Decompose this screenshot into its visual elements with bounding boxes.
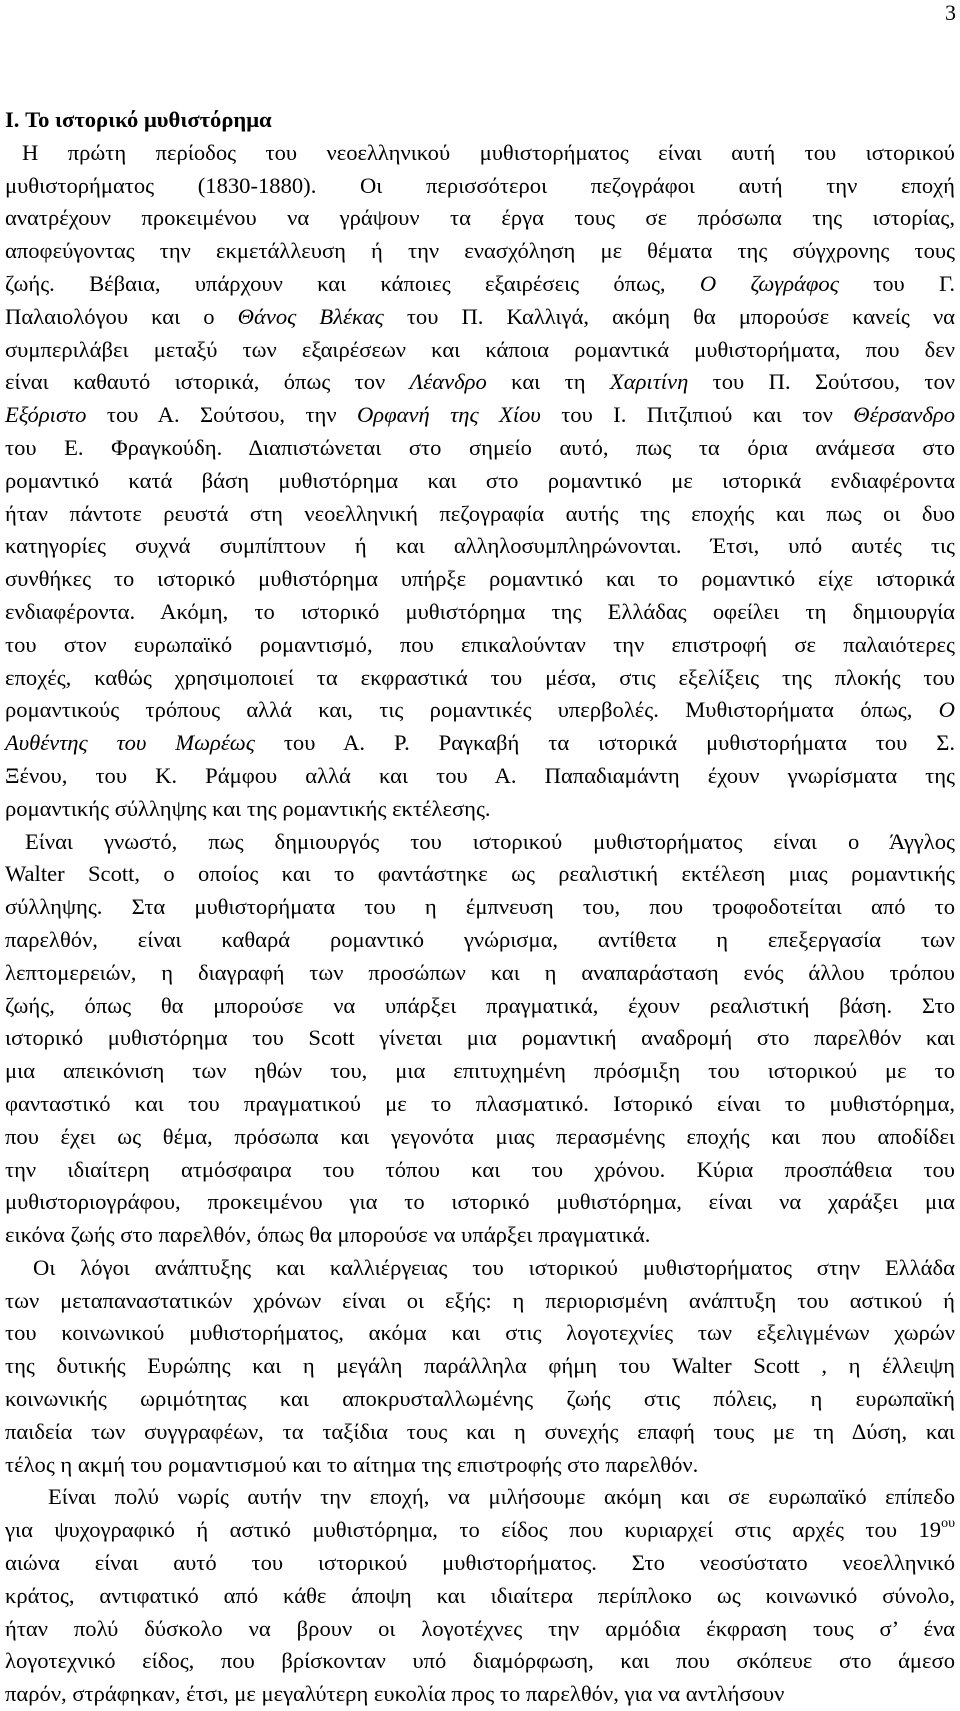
text-line — [5, 1154, 955, 1187]
text-run: ρομαντικό κατά βάση μυθιστόρημα και στο ρομαντικό με ιστορικά ενδιαφέροντα — [5, 467, 955, 493]
text-run: παρόν, στράφηκαν, έτσι, με μεγαλύτερη ευκολία προς το παρελθόν, για να αντλήσουν — [5, 1681, 785, 1707]
text-line — [5, 891, 955, 924]
text-line — [5, 662, 955, 695]
italic-title: Ο — [938, 697, 955, 723]
paragraph — [5, 137, 955, 826]
text-run: του Γ. — [838, 270, 956, 296]
paragraph — [5, 1252, 955, 1482]
text-line — [5, 1416, 955, 1449]
text-line — [5, 530, 955, 563]
text-line — [5, 170, 955, 203]
text-run: εποχές, καθώς χρησιμοποιεί τα εκφραστικά του μέσα, στις εξελίξεις της πλοκής του — [5, 664, 955, 690]
italic-title: Θέρσανδρο — [853, 402, 955, 428]
text-line — [5, 1481, 955, 1514]
text-run: την ιδιαίτερη ατμόσφαιρα του τόπου και του χρόνου. Κύρια προσπάθεια του — [5, 1156, 955, 1182]
text-line — [5, 235, 955, 268]
text-run: ήταν πολύ δύσκολο να βρουν οι λογοτέχνες την αρμόδια έκφραση τους σ’ ένα — [5, 1615, 955, 1641]
text-run: κατηγορίες συχνά συμπίπτουν ή και αλληλοσυμπληρώνονται. Έτσι, υπό αυτές τις — [5, 533, 955, 559]
text-run: ιστορικό μυθιστόρημα του Scott γίνεται μια ρομαντική αναδρομή στο παρελθόν και — [5, 1025, 955, 1051]
text-line — [5, 1022, 955, 1055]
text-run: αποφεύγοντας την εκμετάλλευση ή την ενασχόληση με θέματα της σύγχρονης τους — [5, 238, 955, 264]
text-run: συνθήκες το ιστορικό μυθιστόρημα υπήρξε ρομαντικό και το ρομαντικό είχε ιστορικά — [5, 566, 955, 592]
italic-title: Εξόριστο — [5, 402, 87, 428]
text-run: Είναι πολύ νωρίς αυτήν την εποχή, να μιλήσουμε ακόμη και σε ευρωπαϊκό επίπεδο — [48, 1484, 955, 1510]
text-line — [5, 694, 955, 727]
text-line — [5, 1186, 955, 1219]
text-line — [5, 990, 955, 1023]
text-run: λογοτεχνικό είδος, που βρίσκονταν υπό διαμόρφωση, και που σκόπευε στο άμεσο — [5, 1648, 955, 1674]
text-line — [5, 301, 955, 334]
text-run: λεπτομερειών, η διαγραφή των προσώπων και η αναπαράσταση ενός άλλου τρόπου — [5, 959, 955, 985]
text-line — [5, 957, 955, 990]
text-line — [5, 1350, 955, 1383]
text-line — [5, 1055, 955, 1088]
text-run: και τη — [486, 369, 610, 395]
paragraph — [5, 826, 955, 1252]
page-number: 3 — [945, 0, 956, 25]
text-run: του Π. Καλλιγά, ακόμη θα μπορούσε κανείς να — [383, 303, 956, 329]
text-run: του στον ευρωπαϊκό ρομαντισμό, που επικαλούνταν την επιστροφή σε παλαιότερες — [5, 631, 955, 657]
text-line — [5, 1547, 955, 1580]
text-run: του Α. Σούτσου, την — [86, 402, 357, 428]
text-line — [5, 629, 955, 662]
text-line — [5, 826, 955, 859]
text-line — [5, 1088, 955, 1121]
text-line — [5, 1580, 955, 1613]
text-line — [5, 793, 955, 826]
text-run: παρελθόν, είναι καθαρά ρομαντικό γνώρισμα, αντίθετα η επεξεργασία των — [5, 926, 955, 952]
italic-title: Ορφανή της Χίου — [356, 402, 541, 428]
text-line — [5, 1383, 955, 1416]
superscript: ου — [941, 1516, 955, 1532]
text-run: Είναι γνωστό, πως δημιουργός του ιστορικού μυθιστορήματος είναι ο Άγγλος — [25, 828, 955, 854]
text-run: ήταν πάντοτε ρευστά στη νεοελληνική πεζογραφία αυτής της εποχής και πως οι δυο — [5, 500, 955, 526]
text-line — [5, 1449, 955, 1482]
text-run: μυθιστορήματος (1830-1880). Οι περισσότεροι πεζογράφοι αυτή την εποχή — [5, 172, 955, 198]
text-line — [5, 1252, 955, 1285]
italic-title: Θάνος Βλέκας — [237, 303, 384, 329]
text-line — [5, 1514, 955, 1547]
text-run: Οι λόγοι ανάπτυξης και καλλιέργειας του ιστορικού μυθιστορήματος στην Ελλάδα — [33, 1254, 955, 1280]
text-run: του Α. Ρ. Ραγκαβή τα ιστορικά μυθιστορήματα του Σ. — [254, 730, 956, 756]
text-line — [5, 596, 955, 629]
text-line — [5, 498, 955, 531]
text-line — [5, 924, 955, 957]
text-run: ανατρέχουν προκειμένου να γράψουν τα έργα τους σε πρόσωπα της ιστορίας, — [5, 205, 955, 231]
text-run: ζωής. Βέβαια, υπάρχουν και κάποιες εξαιρέσεις όπως, — [5, 270, 700, 296]
text-run: Ξένου, του Κ. Ράμφου αλλά και του Α. Παπαδιαμάντη έχουν γνωρίσματα της — [5, 762, 955, 788]
text-run: κράτος, αντιφατικό από κάθε άποψη και ιδιαίτερα περίπλοκο ως κοινωνικό σύνολο, — [5, 1582, 955, 1608]
text-line — [5, 268, 955, 301]
text-run: Η πρώτη περίοδος του νεοελληνικού μυθιστορήματος είναι αυτή του ιστορικού — [22, 139, 955, 165]
text-line — [5, 1317, 955, 1350]
text-line — [5, 1285, 955, 1318]
text-line — [5, 1613, 955, 1646]
text-line — [5, 563, 955, 596]
text-run: σύλληψης. Στα μυθιστορήματα του η έμπνευση του, που τροφοδοτείται από το — [5, 894, 955, 920]
text-run: του Ι. Πιτζιπιού και τον — [540, 402, 854, 428]
text-line — [5, 432, 955, 465]
text-line — [5, 1121, 955, 1154]
text-line — [5, 1219, 955, 1252]
italic-title: Λέανδρο — [409, 369, 487, 395]
text-run: μυθιστοριογράφου, προκειμένου για το ιστορικό μυθιστόρημα, είναι να χαράξει μια — [5, 1189, 955, 1215]
italic-title: Χαριτίνη — [609, 369, 689, 395]
text-line — [5, 202, 955, 235]
text-run: των μεταπαναστατικών χρόνων είναι οι εξής: η περιορισμένη ανάπτυξη του αστικού ή — [5, 1287, 955, 1313]
document-body — [5, 104, 955, 1711]
text-line — [5, 1678, 955, 1711]
text-line — [5, 858, 955, 891]
text-run: ρομαντικούς τρόπους αλλά και, τις ρομαντικές υπερβολές. Μυθιστορήματα όπως, — [5, 697, 939, 723]
italic-title: Ο ζωγράφος — [699, 270, 839, 296]
text-run: τέλος η ακμή του ρομαντισμού και το αίτημα της επιστροφής στο παρελθόν. — [5, 1451, 699, 1477]
text-run: μια απεικόνιση των ηθών του, μια επιτυχημένη πρόσμιξη του ιστορικού με το — [5, 1058, 955, 1084]
text-run: Walter Scott, ο οποίος και το φαντάστηκε ως ρεαλιστική εκτέλεση μιας ρομαντικής — [5, 861, 955, 887]
text-run: του Ε. Φραγκούδη. Διαπιστώνεται στο σημείο αυτό, πως τα όρια ανάμεσα στο — [5, 434, 955, 460]
text-line — [5, 137, 955, 170]
text-line — [5, 1645, 955, 1678]
text-run: του Π. Σούτσου, τον — [688, 369, 955, 395]
text-run: που έχει ως θέμα, πρόσωπα και γεγονότα μιας περασμένης εποχής και που αποδίδει — [5, 1123, 955, 1149]
italic-title: Αυθέντης του Μωρέως — [5, 730, 255, 756]
text-run: εικόνα ζωής στο παρελθόν, όπως θα μπορούσε να υπάρξει πραγματικά. — [5, 1222, 651, 1248]
text-line — [5, 727, 955, 760]
text-run: Παλαιολόγου και ο — [5, 303, 238, 329]
text-run: της δυτικής Ευρώπης και η μεγάλη παράλληλα φήμη του Walter Scott , η έλλειψη — [5, 1353, 955, 1379]
text-run: παιδεία των συγγραφέων, τα ταξίδια τους και η συνεχής επαφή τους με τη Δύση, και — [5, 1418, 955, 1444]
text-run: για ψυχογραφικό ή αστικό μυθιστόρημα, το είδος που κυριαρχεί στις αρχές του 19 — [5, 1517, 942, 1543]
text-run: είναι καθαυτό ιστορικά, όπως τον — [5, 369, 410, 395]
text-run: αιώνα είναι αυτό του ιστορικού μυθιστορήματος. Στο νεοσύστατο νεοελληνικό — [5, 1550, 955, 1576]
text-run: του κοινωνικού μυθιστορήματος, ακόμα και στις λογοτεχνίες των εξελιγμένων χωρών — [5, 1320, 955, 1346]
text-line — [5, 465, 955, 498]
text-run: ενδιαφέροντα. Ακόμη, το ιστορικό μυθιστόρημα της Ελλάδας οφείλει τη δημιουργία — [5, 598, 955, 624]
text-run: ρομαντικής σύλληψης και της ρομαντικής εκτέλεσης. — [5, 795, 491, 821]
text-line — [5, 399, 955, 432]
text-run: ζωής, όπως θα μπορούσε να υπάρξει πραγματικά, έχουν ρεαλιστική βάση. Στο — [5, 992, 955, 1018]
text-line — [5, 366, 955, 399]
paragraph — [5, 1481, 955, 1711]
text-line — [5, 334, 955, 367]
text-run: φανταστικό και του πραγματικού με το πλασματικό. Ιστορικό είναι το μυθιστόρημα, — [5, 1090, 955, 1116]
text-run: συμπεριλάβει μεταξύ των εξαιρέσεων και κάποια ρομαντικά μυθιστορήματα, που δεν — [5, 336, 955, 362]
paragraphs-container — [5, 137, 955, 1711]
text-run: κοινωνικής ωριμότητας και αποκρυσταλλωμένης ζωής στις πόλεις, η ευρωπαϊκή — [5, 1386, 955, 1412]
text-line — [5, 760, 955, 793]
section-heading: I. Το ιστορικό μυθιστόρημα — [5, 107, 272, 132]
